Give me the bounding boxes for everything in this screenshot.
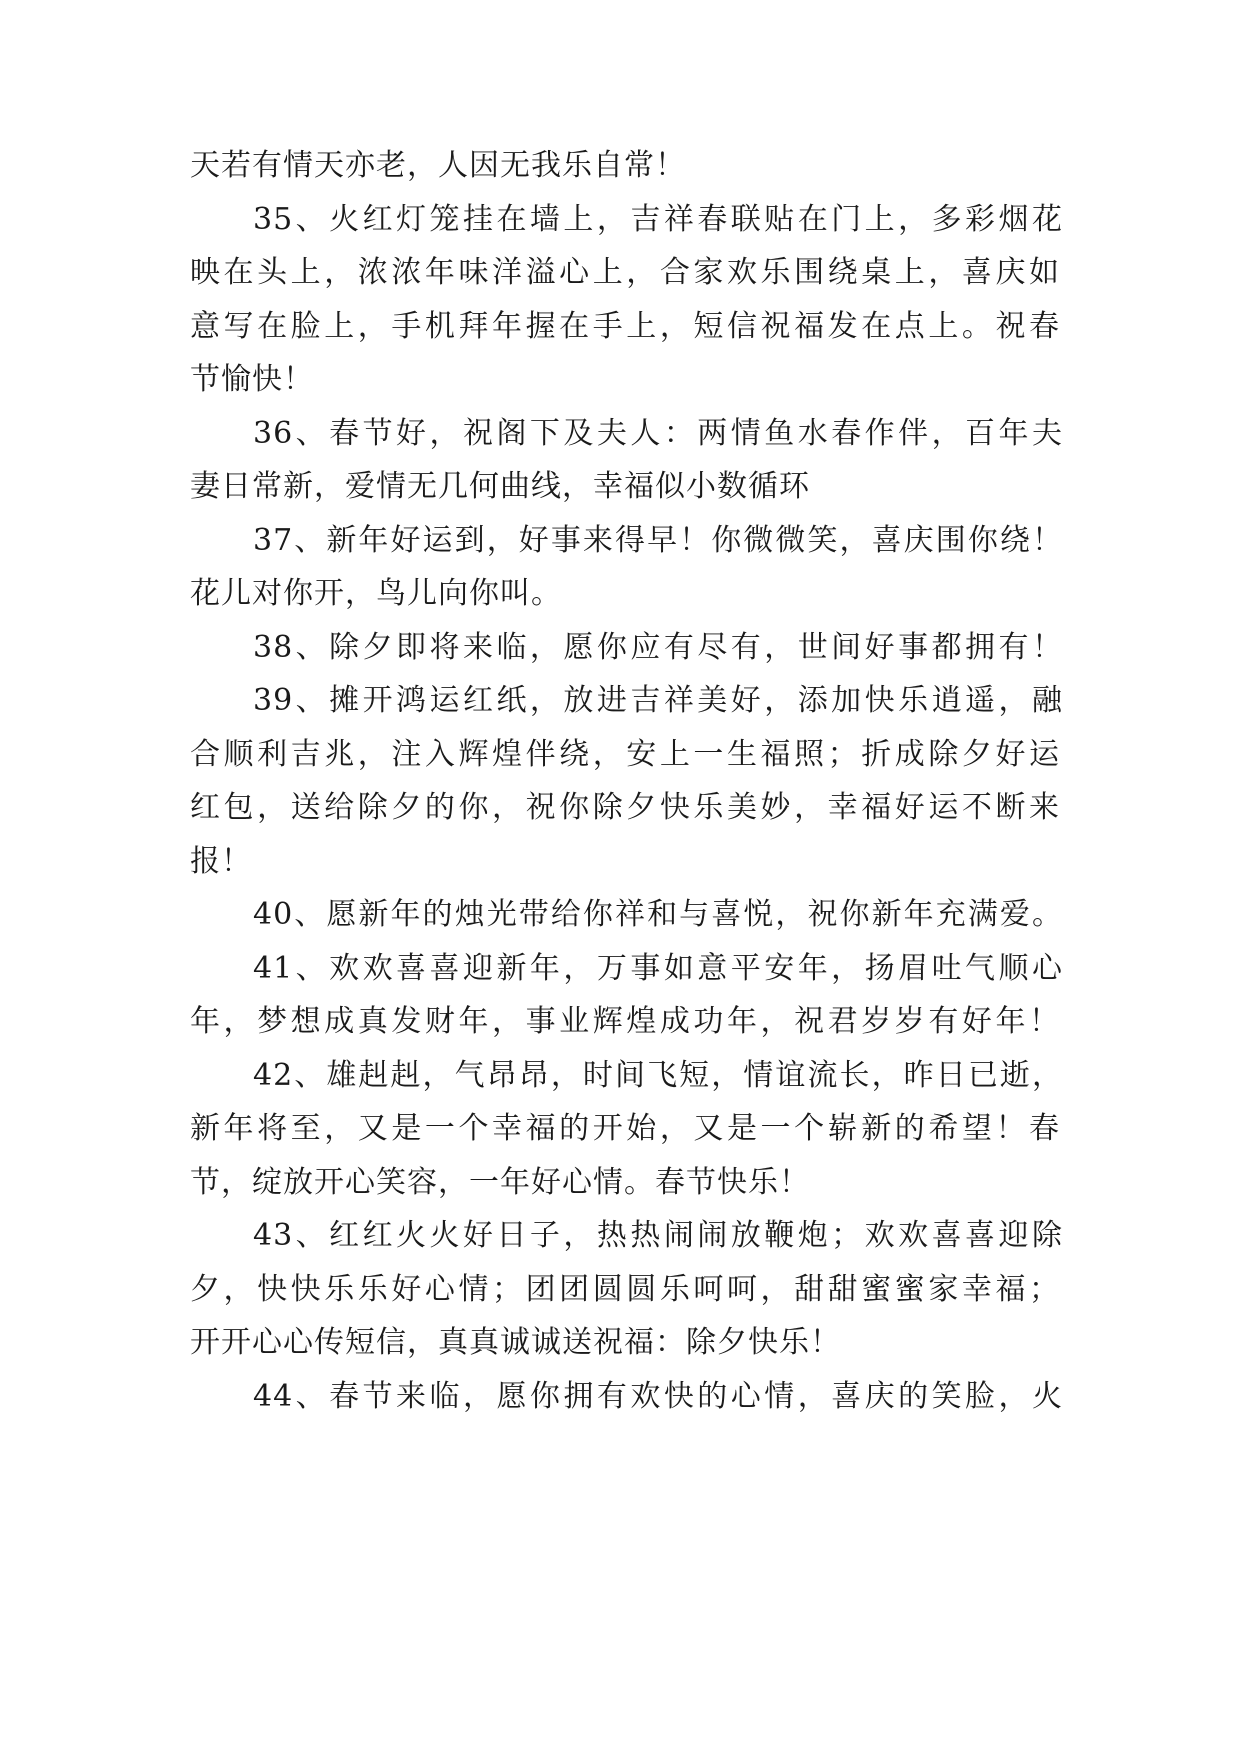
paragraph-35-start: 35、火红灯笼挂在墙上，吉祥春联贴在门上，多彩烟花	[253, 202, 1063, 237]
paragraph-41-start: 41、欢欢喜喜迎新年，万事如意平安年，扬眉吐气顺心	[253, 951, 1063, 986]
text-line: 妻日常新，爱情无几何曲线，幸福似小数循环	[190, 469, 810, 504]
text-line: 花儿对你开，鸟儿向你叫。	[190, 576, 562, 611]
paragraph-38: 38、除夕即将来临，愿你应有尽有，世间好事都拥有！	[253, 630, 1063, 665]
text-line: 天若有情天亦老，人因无我乐自常！	[190, 148, 686, 183]
paragraph-42-start: 42、雄赳赳，气昂昂，时间飞短，情谊流长，昨日已逝，	[253, 1058, 1063, 1093]
text-line: 新年将至，又是一个幸福的开始，又是一个崭新的希望！春	[190, 1111, 1060, 1146]
text-line: 合顺利吉兆，注入辉煌伴绕，安上一生福照；折成除夕好运	[190, 737, 1060, 772]
paragraph-40: 40、愿新年的烛光带给你祥和与喜悦，祝你新年充满爱。	[253, 897, 1063, 932]
text-line: 夕，快快乐乐好心情；团团圆圆乐呵呵，甜甜蜜蜜家幸福；	[190, 1272, 1060, 1307]
text-line: 节，绽放开心笑容，一年好心情。春节快乐！	[190, 1165, 810, 1200]
paragraph-36-start: 36、春节好，祝阁下及夫人：两情鱼水春作伴，百年夫	[253, 416, 1063, 451]
paragraph-37-start: 37、新年好运到，好事来得早！你微微笑，喜庆围你绕！	[253, 523, 1063, 558]
text-line: 意写在脸上，手机拜年握在手上，短信祝福发在点上。祝春	[190, 309, 1060, 344]
text-line: 红包，送给除夕的你，祝你除夕快乐美妙，幸福好运不断来	[190, 790, 1060, 825]
text-line: 年，梦想成真发财年，事业辉煌成功年，祝君岁岁有好年！	[190, 1004, 1060, 1039]
paragraph-39-start: 39、摊开鸿运红纸，放进吉祥美好，添加快乐逍遥，融	[253, 683, 1063, 718]
paragraph-43-start: 43、红红火火好日子，热热闹闹放鞭炮；欢欢喜喜迎除	[253, 1218, 1063, 1253]
text-line: 开开心心传短信，真真诚诚送祝福：除夕快乐！	[190, 1325, 841, 1360]
text-line: 节愉快！	[190, 362, 314, 397]
text-line: 映在头上，浓浓年味洋溢心上，合家欢乐围绕桌上，喜庆如	[190, 255, 1060, 290]
text-line: 报！	[190, 844, 252, 879]
paragraph-44-start: 44、春节来临，愿你拥有欢快的心情，喜庆的笑脸，火	[253, 1379, 1063, 1414]
